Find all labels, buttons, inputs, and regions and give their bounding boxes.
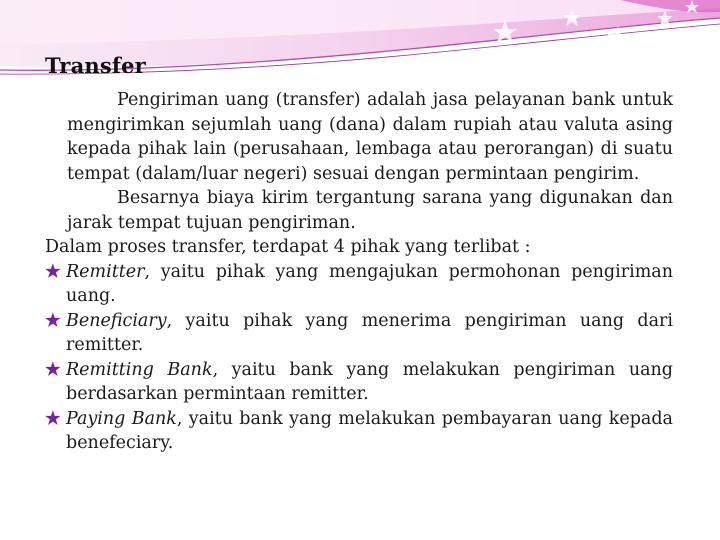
party-description: , yaitu pihak yang menerima pengiriman uang dari remitter.	[66, 310, 673, 355]
list-item	[45, 407, 673, 456]
star-bullet-icon: ★	[45, 408, 61, 429]
list-item	[45, 358, 673, 407]
party-description: , yaitu bank yang melakukan pembayaran uang kepada benefeciary.	[66, 408, 673, 453]
star-bullet-icon: ★	[45, 261, 61, 282]
party-term: Remitting Bank	[66, 359, 213, 380]
list-item	[45, 309, 673, 358]
party-term: Beneficiary	[66, 310, 167, 331]
paragraph-definition: Pengiriman uang (transfer) adalah jasa pelayanan bank untuk mengirimkan sejumlah uang (dana) dalam rupiah atau valuta asing kepada pihak lain (perusahaan, lembaga atau perorangan) di suatu tempat (dalam/luar negeri) sesuai dengan permintaan pengirim.	[67, 90, 673, 184]
star-bullet-icon: ★	[45, 310, 61, 331]
party-description: , yaitu pihak yang mengajukan permohonan pengiriman uang.	[66, 261, 673, 306]
parties-list	[45, 260, 673, 456]
star-bullet-icon: ★	[45, 359, 61, 380]
party-description: , yaitu bank yang melakukan pengiriman uang berdasarkan permintaan remitter.	[66, 359, 674, 404]
list-item	[45, 260, 673, 309]
slide-title: Transfer	[45, 53, 146, 78]
party-term: Paying Bank	[66, 408, 177, 429]
parties-intro: Dalam proses transfer, terdapat 4 pihak yang terlibat :	[45, 237, 531, 257]
party-term: Remitter	[66, 261, 145, 282]
slide-body	[45, 88, 673, 456]
paragraph-cost: Besarnya biaya kirim tergantung sarana yang digunakan dan jarak tempat tujuan pengiriman.	[67, 188, 673, 233]
